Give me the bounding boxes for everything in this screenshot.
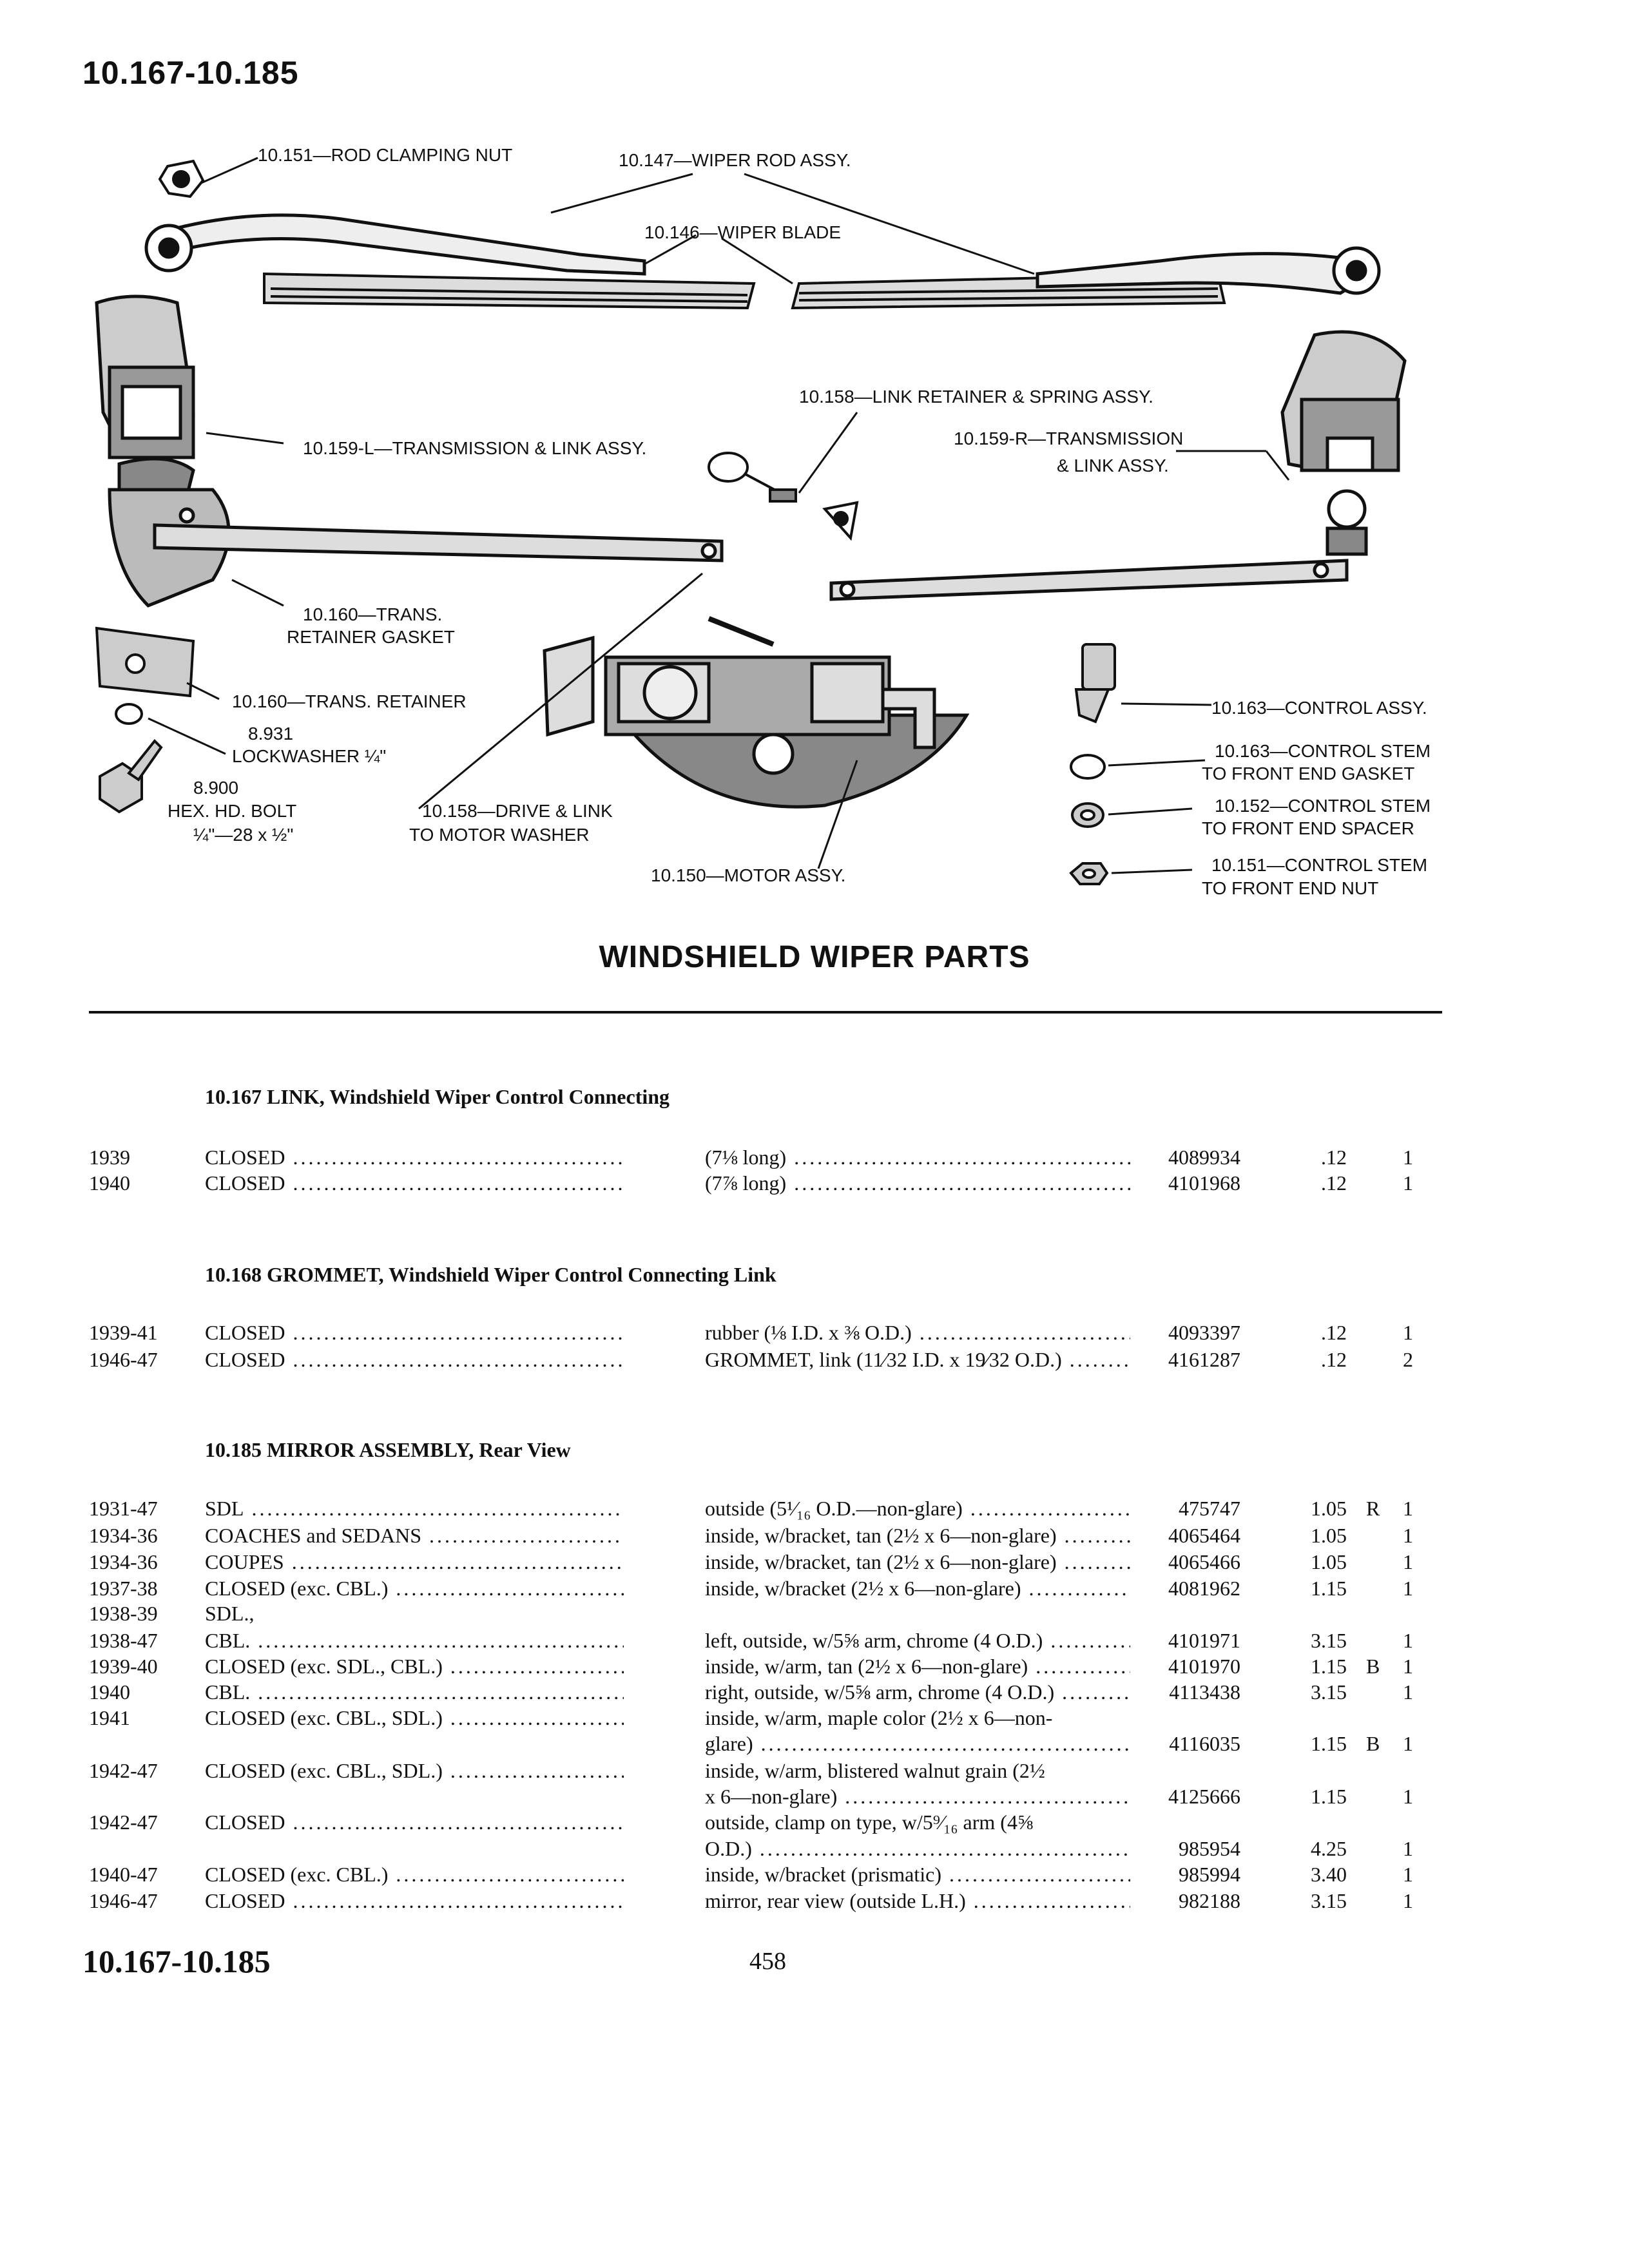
table-row (0, 1524, 1629, 1550)
cell-year: 1938-47 (89, 1629, 158, 1652)
table-row: 1940 CLOSED ..... (7⅞ long) ..... 4101968 .12 1 (0, 1171, 1629, 1197)
cell-desc: O.D.) ..... (705, 1837, 1130, 1861)
cell-qty: 1 (1403, 1732, 1413, 1755)
table-row (0, 1811, 1629, 1836)
cell-model: CLOSED (exc. CBL., SDL.) ..... (205, 1759, 624, 1783)
cell-model: SDL ..... (205, 1497, 624, 1521)
cell-price: 1.15 (1311, 1732, 1347, 1755)
cell-qty: 1 (1403, 1837, 1413, 1860)
page-number: 458 (749, 1948, 786, 1975)
cell-desc: inside, w/bracket, tan (2½ x 6—non-glare) ..... (705, 1524, 1130, 1548)
cell-qty: 1 (1403, 1629, 1413, 1652)
cell-part: 982188 (1179, 1889, 1240, 1912)
cell-year: 1934-36 (89, 1524, 158, 1547)
cell-code: B (1366, 1732, 1380, 1755)
connecting-link-left (155, 525, 722, 561)
cell-part: 985954 (1179, 1837, 1240, 1860)
section-heading-mirror: 10.185 MIRROR ASSEMBLY, Rear View (205, 1438, 571, 1461)
callout-control-assembly: 10.163—CONTROL ASSY. (1211, 698, 1427, 718)
callout-lockwasher: LOCKWASHER ¼" (232, 746, 387, 766)
callout-gasket-2: RETAINER GASKET (287, 627, 455, 647)
cell-code: B (1366, 1655, 1380, 1678)
cell-desc: inside, w/arm, tan (2½ x 6—non-glare) ..... (705, 1655, 1130, 1678)
transmission-right (1282, 332, 1405, 554)
table-row: 1939-41 CLOSED ..... rubber (⅛ I.D. x ⅜ O.D.) ..... 4093397 .12 1 (0, 1321, 1629, 1347)
callout-drive-washer-1: 10.158—DRIVE & LINK (422, 801, 613, 821)
cell-desc: inside, w/bracket (prismatic) ..... (705, 1863, 1130, 1887)
cell-price: 3.15 (1311, 1680, 1347, 1704)
cell-desc: mirror, rear view (outside L.H.) ..... (705, 1889, 1130, 1913)
table-row (0, 1602, 1629, 1628)
table-row (0, 1577, 1629, 1602)
callout-control-stem-spacer-1: 10.152—CONTROL STEM (1215, 796, 1431, 816)
page-range-footer: 10.167-10.185 (82, 1943, 271, 1979)
cell-year: 1939-40 (89, 1655, 158, 1678)
cell-price: 3.15 (1311, 1629, 1347, 1652)
cell-year: 1941 (89, 1706, 130, 1729)
callout-gasket-1: 10.160—TRANS. (303, 604, 443, 624)
callout-wiper-blade: 10.146—WIPER BLADE (644, 222, 842, 242)
cell-model: CLOSED ..... (205, 1811, 624, 1834)
control-stem-gasket-icon (1071, 755, 1104, 778)
cell-qty: 1 (1403, 1655, 1413, 1678)
callout-control-stem-nut-2: TO FRONT END NUT (1202, 878, 1379, 898)
table-row (0, 1889, 1629, 1915)
cell-model: CBL. ..... (205, 1629, 624, 1653)
table-row: 1939 CLOSED ..... (7⅛ long) ..... 4089934 .12 1 (0, 1146, 1629, 1171)
title-rule (89, 1011, 1442, 1014)
callout-trans-retainer: 10.160—TRANS. RETAINER (232, 691, 467, 711)
control-assembly-icon (1076, 644, 1115, 722)
callout-control-stem-nut-1: 10.151—CONTROL STEM (1211, 855, 1428, 875)
wiper-rod-left (146, 215, 644, 274)
callout-bolt-number: 8.900 (193, 778, 239, 798)
table-row (0, 1863, 1629, 1888)
cell-desc: right, outside, w/5⅝ arm, chrome (4 O.D.) ..... (705, 1680, 1130, 1704)
callout-motor: 10.150—MOTOR ASSY. (651, 865, 846, 885)
callout-control-stem-spacer-2: TO FRONT END SPACER (1202, 818, 1414, 838)
cell-part: 4116035 (1169, 1732, 1240, 1755)
cell-qty: 1 (1403, 1550, 1413, 1573)
wiper-blade-left (264, 274, 754, 308)
cell-price: 3.15 (1311, 1889, 1347, 1912)
cell-price: 1.05 (1311, 1550, 1347, 1573)
cell-part: 475747 (1179, 1497, 1240, 1520)
cell-part: 4101970 (1168, 1655, 1240, 1678)
cell-qty: 1 (1403, 1863, 1413, 1886)
cell-model: CLOSED (exc. CBL.) ..... (205, 1577, 624, 1600)
cell-desc: x 6—non-glare) ..... (705, 1785, 1130, 1809)
section-heading-grommet: 10.168 GROMMET, Windshield Wiper Control Connecting Link (205, 1263, 776, 1286)
cell-year: 1940-47 (89, 1863, 158, 1886)
cell-year: 1946-47 (89, 1889, 158, 1912)
callout-bolt: HEX. HD. BOLT (168, 801, 297, 821)
cell-part: 4113438 (1169, 1680, 1240, 1704)
table-row (0, 1680, 1629, 1706)
callout-drive-washer-2: TO MOTOR WASHER (409, 825, 590, 845)
cell-year: 1931-47 (89, 1497, 158, 1520)
lockwasher-icon (116, 704, 142, 724)
section-heading-link: 10.167 LINK, Windshield Wiper Control Connecting (205, 1085, 670, 1108)
control-stem-spacer-icon (1072, 803, 1103, 827)
cell-qty: 1 (1403, 1524, 1413, 1547)
cell-model: COACHES and SEDANS ..... (205, 1524, 624, 1548)
cell-price: 1.15 (1311, 1785, 1347, 1808)
table-row (0, 1550, 1629, 1576)
page-title: WINDSHIELD WIPER PARTS (599, 940, 1030, 974)
table-row (0, 1732, 1629, 1758)
connecting-link-right (831, 561, 1347, 599)
table-row (0, 1759, 1629, 1785)
cell-price: 3.40 (1311, 1863, 1347, 1886)
cell-qty: 1 (1403, 1497, 1413, 1520)
callout-bolt-size: ¼"—28 x ½" (193, 825, 294, 845)
cell-year: 1940 (89, 1680, 130, 1704)
callout-control-stem-gasket-1: 10.163—CONTROL STEM (1215, 741, 1431, 761)
cell-model: CBL. ..... (205, 1680, 624, 1704)
cell-price: 1.15 (1311, 1577, 1347, 1600)
callout-control-stem-gasket-2: TO FRONT END GASKET (1202, 764, 1415, 783)
table-row: 1946-47 CLOSED ..... GROMMET, link (11⁄32 I.D. x 19⁄32 O.D.) ..... 4161287 .12 2 (0, 1348, 1629, 1374)
cell-desc: glare) ..... (705, 1732, 1130, 1756)
cell-price: 1.05 (1311, 1524, 1347, 1547)
cell-desc: inside, w/arm, maple color (2½ x 6—non- (705, 1706, 1053, 1729)
cell-model: CLOSED (exc. CBL.) ..... (205, 1863, 624, 1887)
cell-model: CLOSED (exc. SDL., CBL.) ..... (205, 1655, 624, 1678)
cell-price: 1.15 (1311, 1655, 1347, 1678)
callout-wiper-rod: 10.147—WIPER ROD ASSY. (619, 150, 851, 170)
cell-part: 4065464 (1168, 1524, 1240, 1547)
cell-year: 1942-47 (89, 1759, 158, 1782)
table-row (0, 1497, 1629, 1523)
callout-link-retainer: 10.158—LINK RETAINER & SPRING ASSY. (799, 387, 1153, 407)
cell-part: 4125666 (1168, 1785, 1240, 1808)
cell-part: 985994 (1179, 1863, 1240, 1886)
cell-qty: 1 (1403, 1889, 1413, 1912)
wiper-parts-diagram (0, 0, 1629, 934)
page-range-header: 10.167-10.185 (82, 55, 299, 91)
cell-part: 4065466 (1168, 1550, 1240, 1573)
cell-qty: 1 (1403, 1785, 1413, 1808)
transmission-left (97, 296, 193, 496)
cell-price: 1.05 (1311, 1497, 1347, 1520)
link-retainer-spring-icon (709, 453, 857, 538)
cell-part: 4081962 (1168, 1577, 1240, 1600)
cell-code: R (1366, 1497, 1380, 1520)
cell-part: 4101971 (1168, 1629, 1240, 1652)
cell-year: 1934-36 (89, 1550, 158, 1573)
callout-lockwasher-number: 8.931 (248, 724, 294, 744)
cell-year: 1942-47 (89, 1811, 158, 1834)
trans-retainer-bracket (97, 628, 193, 696)
table-row (0, 1785, 1629, 1811)
table-row (0, 1706, 1629, 1732)
cell-qty: 1 (1403, 1680, 1413, 1704)
cell-price: 4.25 (1311, 1837, 1347, 1860)
cell-desc: outside, clamp on type, w/5⁹⁄₁₆ arm (4⅝ (705, 1811, 1033, 1834)
table-row (0, 1655, 1629, 1680)
cell-year: 1938-39 (89, 1602, 158, 1625)
cell-qty: 1 (1403, 1577, 1413, 1600)
cell-model: COUPES ..... (205, 1550, 624, 1574)
callout-rod-clamping-nut: 10.151—ROD CLAMPING NUT (258, 145, 513, 165)
cell-desc: outside (5¹⁄₁₆ O.D.—non-glare) ..... (705, 1497, 1130, 1521)
motor-assembly (545, 619, 967, 807)
callout-transmission-right-1: 10.159-R—TRANSMISSION (954, 428, 1184, 448)
callout-transmission-right-2: & LINK ASSY. (1057, 456, 1169, 476)
cell-desc: inside, w/bracket (2½ x 6—non-glare) ..... (705, 1577, 1130, 1600)
callout-transmission-left: 10.159-L—TRANSMISSION & LINK ASSY. (303, 438, 647, 458)
cell-desc: inside, w/arm, blistered walnut grain (2½ (705, 1759, 1045, 1782)
control-stem-nut-icon (1071, 863, 1107, 884)
hex-bolt-icon (100, 741, 161, 812)
cell-model: SDL., (205, 1602, 255, 1625)
cell-year: 1937-38 (89, 1577, 158, 1600)
rod-clamping-nut-icon (160, 161, 203, 197)
cell-model: CLOSED (exc. CBL., SDL.) ..... (205, 1706, 624, 1730)
table-row (0, 1629, 1629, 1655)
cell-model: CLOSED ..... (205, 1889, 624, 1913)
table-row (0, 1837, 1629, 1863)
cell-desc: left, outside, w/5⅝ arm, chrome (4 O.D.) ..... (705, 1629, 1130, 1653)
cell-desc: inside, w/bracket, tan (2½ x 6—non-glare) ..... (705, 1550, 1130, 1574)
